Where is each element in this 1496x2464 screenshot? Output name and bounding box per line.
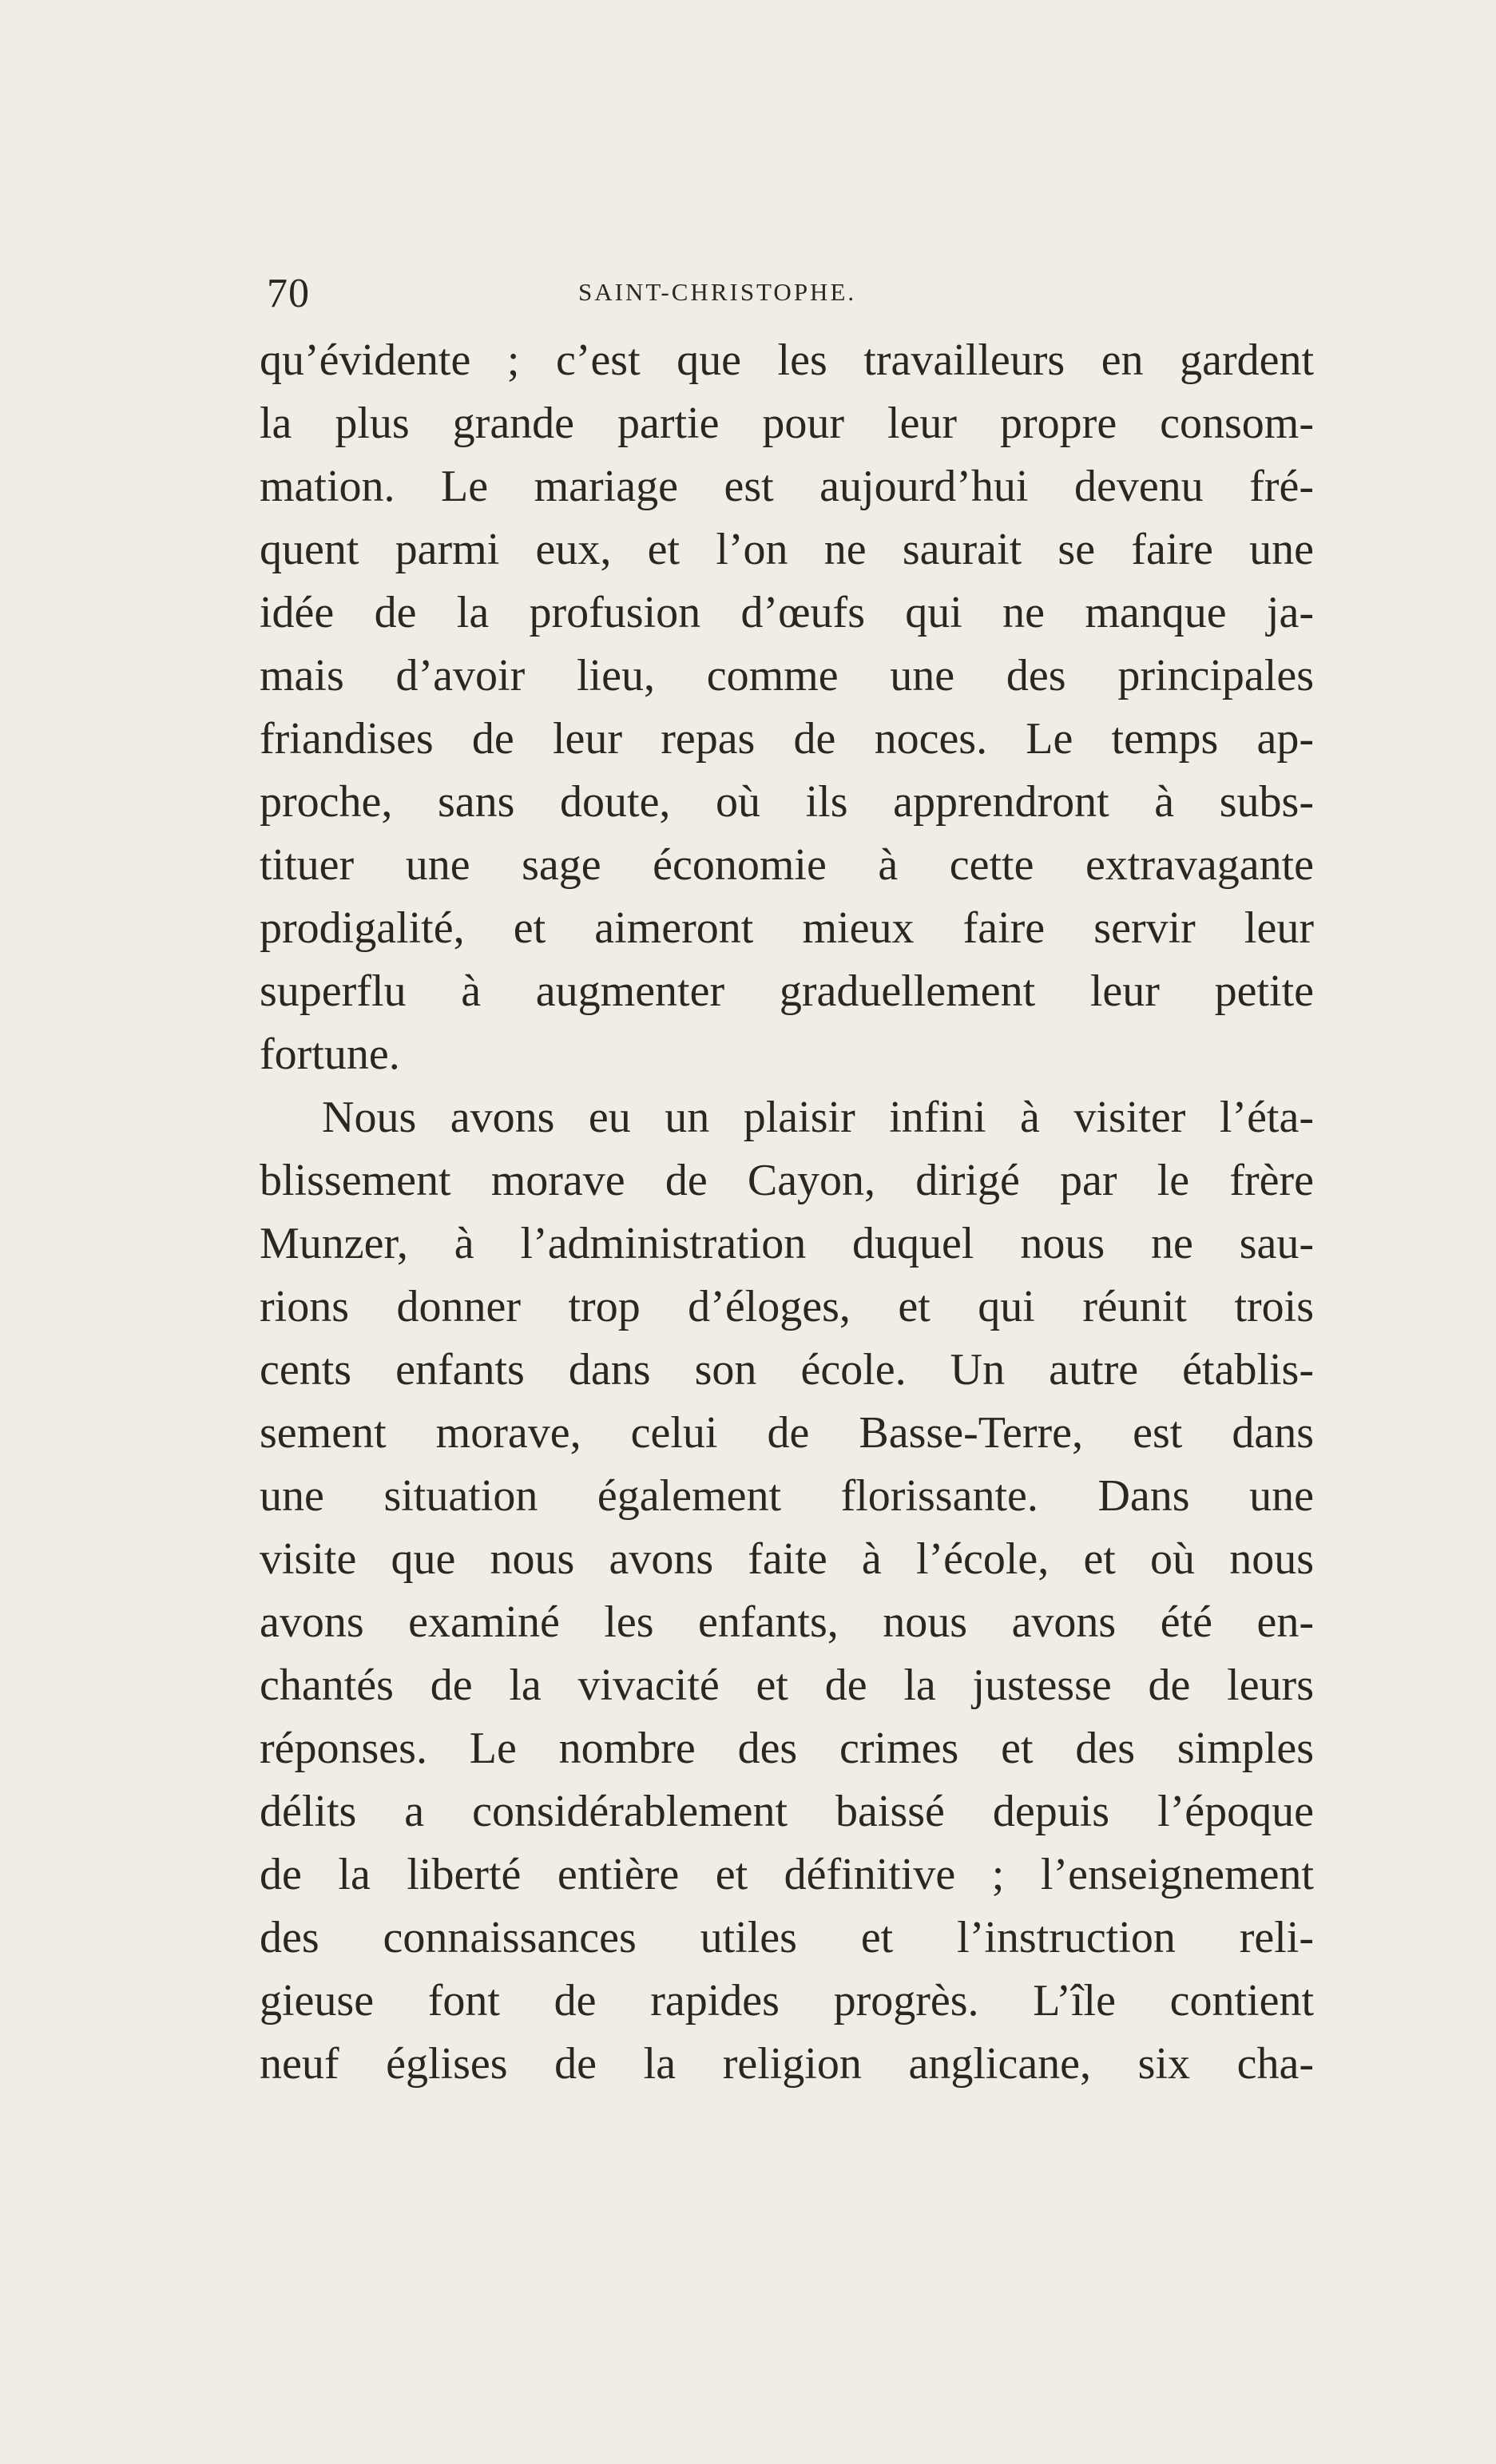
text-line: Munzer, à l’administration duquel nous ne sau- [260, 1219, 1314, 1268]
text-line: superflu à augmenter graduellement leur petite [260, 966, 1314, 1016]
text-line: une situation également florissante. Dans une [260, 1471, 1314, 1521]
text-line: quent parmi eux, et l’on ne saurait se faire une [260, 525, 1314, 574]
text-line: proche, sans doute, où ils apprendront à subs- [260, 777, 1314, 827]
page-number: 70 [267, 271, 310, 316]
text-line: avons examiné les enfants, nous avons été en- [260, 1597, 1314, 1647]
text-line: mation. Le mariage est aujourd’hui devenu fré- [260, 462, 1314, 511]
text-line: neuf églises de la religion anglicane, six cha- [260, 2039, 1314, 2089]
text-line: cents enfants dans son école. Un autre établis- [260, 1345, 1314, 1395]
text-line: visite que nous avons faite à l’école, et où nous [260, 1534, 1314, 1584]
text-line: prodigalité, et aimeront mieux faire servir leur [260, 903, 1314, 953]
text-line: mais d’avoir lieu, comme une des principales [260, 651, 1314, 700]
text-line: chantés de la vivacité et de la justesse de leurs [260, 1661, 1314, 1710]
text-line: friandises de leur repas de noces. Le temps ap- [260, 714, 1314, 764]
paragraph-first-line: Nous avons eu un plaisir infini à visiter l’éta- [322, 1093, 1314, 1142]
text-line: délits a considérablement baissé depuis l’époque [260, 1787, 1314, 1836]
text-line: tituer une sage économie à cette extravagante [260, 840, 1314, 890]
text-line: blissement morave de Cayon, dirigé par le frère [260, 1156, 1314, 1205]
body-text [260, 329, 1314, 2096]
text-line: rions donner trop d’éloges, et qui réunit trois [260, 1282, 1314, 1331]
paragraph-end-line: fortune. [260, 1030, 400, 1079]
running-head: SAINT-CHRISTOPHE. [578, 278, 857, 306]
text-line: gieuse font de rapides progrès. L’île contient [260, 1976, 1314, 2026]
text-line: sement morave, celui de Basse-Terre, est dans [260, 1408, 1314, 1458]
text-line: des connaissances utiles et l’instruction reli- [260, 1913, 1314, 1962]
text-line: de la liberté entière et définitive ; l’enseignement [260, 1850, 1314, 1899]
page-header [267, 270, 1305, 318]
text-line: la plus grande partie pour leur propre consom- [260, 399, 1314, 448]
text-line: qu’évidente ; c’est que les travailleurs en gardent [260, 335, 1314, 385]
text-line: réponses. Le nombre des crimes et des simples [260, 1724, 1314, 1773]
text-line: idée de la profusion d’œufs qui ne manque ja- [260, 588, 1314, 637]
